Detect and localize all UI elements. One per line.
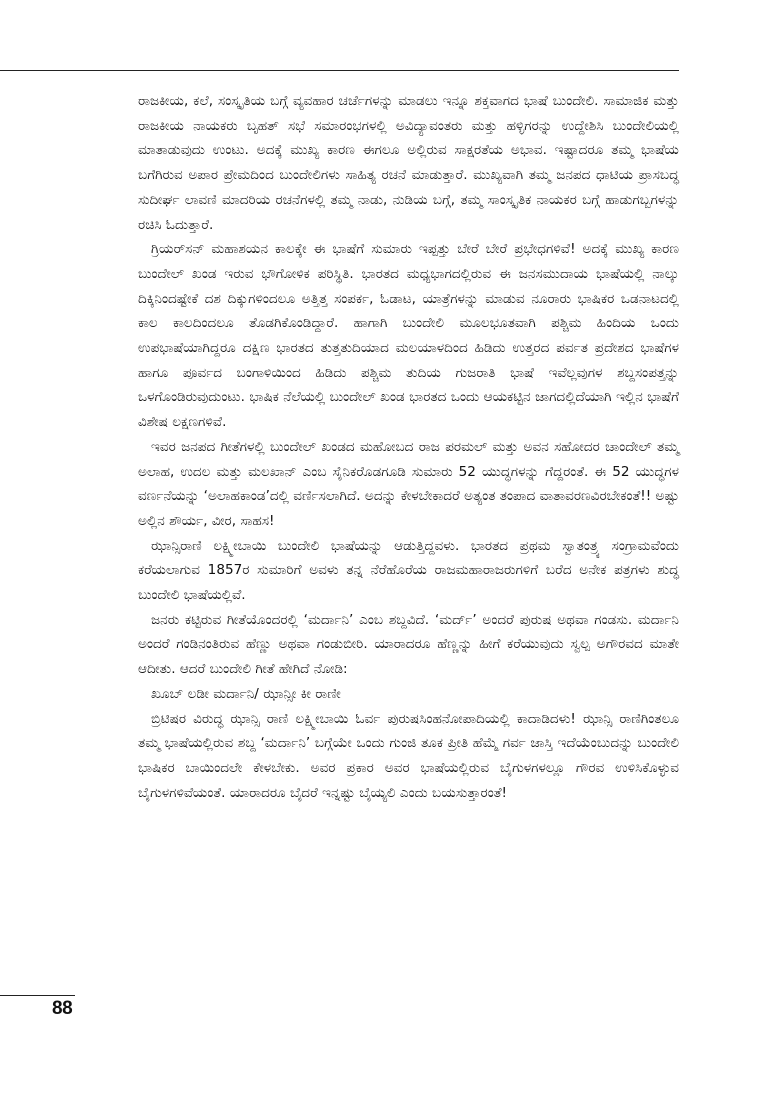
page-body [138, 89, 679, 805]
page-number: 88 [52, 998, 73, 1019]
footer-rule [0, 995, 75, 996]
paragraph-5: ಜನರು ಕಟ್ಟಿರುವ ಗೀತೆಯೊಂದರಲ್ಲಿ ‘ಮರ್ದಾನಿ’ ಎಂಬ ಶಬ್ದವಿದೆ. ‘ಮರ್ದ್’ ಅಂದರೆ ಪುರುಷ ಅಥವಾ ಗಂಡಸು. ಮರ್ದಾನಿ ಅಂದರೆ ಗಂಡಿನಂತಿರುವ ಹೆಣ್ಣು ಅಥವಾ ಗಂಡುಬೀರಿ. ಯಾರಾದರೂ ಹೆಣ್ಣನ್ನು ಹೀಗೆ ಕರೆಯುವುದು ಸ್ವಲ್ಪ ಅಗೌರವದ ಮಾತೇ ಆದೀತು. ಆದರೆ ಬುಂದೇಲಿ ಗೀತೆ ಹೇಗಿದೆ ನೋಡಿ: [138, 611, 679, 678]
verse-line: ಖೂಬ್ ಲಡೀ ಮರ್ದಾನಿ/ ಝಾನ್ಸೀ ಕೀ ರಾಣೀ [151, 685, 341, 702]
paragraph-2: ಗ್ರಿಯರ್‌ಸನ್ ಮಹಾಶಯನ ಕಾಲಕ್ಕೇ ಈ ಭಾಷೆಗೆ ಸುಮಾರು ಇಪ್ಪತ್ತು ಬೇರೆ ಬೇರೆ ಪ್ರಭೇಧಗಳಿವೆ! ಅದಕ್ಕೆ ಮುಖ್ಯ ಕಾರಣ ಬುಂದೇಲ್ ಖಂಡ ಇರುವ ಭೌಗೋಳಿಕ ಪರಿಸ್ಥಿತಿ. ಭಾರತದ ಮಧ್ಯಭಾಗದಲ್ಲಿರುವ ಈ ಜನಸಮುದಾಯ ಭಾಷೆಯಲ್ಲಿ ನಾಲ್ಕು ದಿಕ್ಕಿನಿಂದಷ್ಟೇಕೆ ದಶ ದಿಕ್ಕುಗಳಿಂದಲೂ ಅತ್ತಿತ್ತ ಸಂಪರ್ಕ, ಓಡಾಟ, ಯಾತ್ರೆಗಳನ್ನು ಮಾಡುವ ನೂರಾರು ಭಾಷಿಕರ ಒಡನಾಟದಲ್ಲಿ ಕಾಲ ಕಾಲದಿಂದಲೂ ತೊಡಗಿಕೊಂಡಿದ್ದಾರೆ. ಹಾಗಾಗಿ ಬುಂದೇಲಿ ಮೂಲಭೂತವಾಗಿ ಪಶ್ಚಿಮ ಹಿಂದಿಯ ಒಂದು ಉಪಭಾಷೆಯಾಗಿದ್ದರೂ ದಕ್ಷಿಣ ಭಾರತದ ತುತ್ತತುದಿಯಾದ ಮಲಯಾಳದಿಂದ ಹಿಡಿದು ಉತ್ತರದ ಪರ್ವತ ಪ್ರದೇಶದ ಭಾಷೆಗಳ ಹಾಗೂ ಪೂರ್ವದ ಬಂಗಾಳಿಯಿಂದ ಹಿಡಿದು ಪಶ್ಚಿಮ ತುದಿಯ ಗುಜರಾತಿ ಭಾಷೆ ಇವೆಲ್ಲವುಗಳ ಶಬ್ದಸಂಪತ್ತನ್ನು ಒಳಗೊಂಡಿರುವುದುಂಟು. ಭಾಷಿಕ ನೆಲೆಯಲ್ಲಿ ಬುಂದೇಲ್ ಖಂಡ ಭಾರತದ ಒಂದು ಆಯಕಟ್ಟಿನ ಜಾಗದಲ್ಲಿದೆಯಾಗಿ ಇಲ್ಲಿನ ಭಾಷೆಗೆ ವಿಶೇಷ ಲಕ್ಷಣಗಳಿವೆ. [138, 241, 679, 431]
paragraph-6: ಬ್ರಿಟಿಷರ ವಿರುದ್ಧ ಝಾನ್ಸಿ ರಾಣಿ ಲಕ್ಷ್ಮೀಬಾಯಿ ಓರ್ವ ಪುರುಷಸಿಂಹನೋಪಾದಿಯಲ್ಲಿ ಕಾದಾಡಿದಳು! ಝಾನ್ಸಿ ರಾಣಿಗಿಂತಲೂ ತಮ್ಮ ಭಾಷೆಯಲ್ಲಿರುವ ಶಬ್ದ ‘ಮರ್ದಾನಿ’ ಬಗ್ಗೆಯೇ ಒಂದು ಗುಂಜಿ ತೂಕ ಪ್ರೀತಿ ಹೆಮ್ಮೆ ಗರ್ವ ಜಾಸ್ತಿ ಇದೆಯೆಂಬುದನ್ನು ಬುಂದೇಲಿ ಭಾಷಿಕರ ಬಾಯಿಂದಲೇ ಕೇಳಬೇಕು. ಅವರ ಪ್ರಕಾರ ಅವರ ಭಾಷೆಯಲ್ಲಿರುವ ಬೈಗುಳಗಳಲ್ಲೂ ಗೌರವ ಉಳಿಸಿಕೊಳ್ಳುವ ಬೈಗುಳಗಳಿವೆಯಂತೆ. ಯಾರಾದರೂ ಬೈದರೆ ಇನ್ನಷ್ಟು ಬೈಯ್ಯಲಿ ಎಂದು ಬಯಸುತ್ತಾರಂತೆ! [138, 710, 679, 801]
paragraph-4: ಝಾನ್ಸಿರಾಣಿ ಲಕ್ಷ್ಮೀಬಾಯಿ ಬುಂದೇಲಿ ಭಾಷೆಯನ್ನು ಆಡುತ್ತಿದ್ದವಳು. ಭಾರತದ ಪ್ರಥಮ ಸ್ವಾತಂತ್ರ್ಯ ಸಂಗ್ರಾಮವೆಂದು ಕರೆಯಲಾಗುವ 1857ರ ಸುಮಾರಿಗೆ ಅವಳು ತನ್ನ ನೆರೆಹೊರೆಯ ರಾಜಮಹಾರಾಜರುಗಳಿಗೆ ಬರೆದ ಅನೇಕ ಪತ್ರಗಳು ಶುದ್ಧ ಬುಂದೇಲಿ ಭಾಷೆಯಲ್ಲಿವೆ. [138, 537, 679, 604]
paragraph-1: ರಾಜಕೀಯ, ಕಲೆ, ಸಂಸ್ಕೃತಿಯ ಬಗ್ಗೆ ವ್ಯವಹಾರ ಚರ್ಚೆಗಳನ್ನು ಮಾಡಲು ಇನ್ನೂ ಶಕ್ತವಾಗದ ಭಾಷೆ ಬುಂದೇಲಿ. ಸಾಮಾಜಿಕ ಮತ್ತು ರಾಜಕೀಯ ನಾಯಕರು ಬೃಹತ್ ಸಭೆ ಸಮಾರಂಭಗಳಲ್ಲಿ ಅವಿದ್ಯಾವಂತರು ಮತ್ತು ಹಳ್ಳಿಗರನ್ನು ಉದ್ದೇಶಿಸಿ ಬುಂದೇಲಿಯಲ್ಲಿ ಮಾತಾಡುವುದು ಉಂಟು. ಅದಕ್ಕೆ ಮುಖ್ಯ ಕಾರಣ ಈಗಲೂ ಅಲ್ಲಿರುವ ಸಾಕ್ಷರತೆಯ ಅಭಾವ. ಇಷ್ಟಾದರೂ ತಮ್ಮ ಭಾಷೆಯ ಬಗೆಗಿರುವ ಅಪಾರ ಪ್ರೇಮದಿಂದ ಬುಂದೇಲಿಗಳು ಸಾಹಿತ್ಯ ರಚನೆ ಮಾಡುತ್ತಾರೆ. ಮುಖ್ಯವಾಗಿ ತಮ್ಮ ಜನಪದ ಧಾಟಿಯ ಪ್ರಾಸಬದ್ಧ ಸುದೀರ್ಘ ಲಾವಣಿ ಮಾದರಿಯ ರಚನೆಗಳಲ್ಲಿ ತಮ್ಮ ನಾಡು, ನುಡಿಯ ಬಗ್ಗೆ, ತಮ್ಮ ಸಾಂಸ್ಕೃತಿಕ ನಾಯಕರ ಬಗ್ಗೆ ಹಾಡುಗಬ್ಬಗಳನ್ನು ರಚಿಸಿ ಓದುತ್ತಾರೆ. [138, 93, 679, 233]
paragraph-3: ಇವರ ಜನಪದ ಗೀತೆಗಳಲ್ಲಿ ಬುಂದೇಲ್ ಖಂಡದ ಮಹೋಬದ ರಾಜ ಪರಮಲ್ ಮತ್ತು ಅವನ ಸಹೋದರ ಚಾಂದೇಲ್ ತಮ್ಮ ಅಲಾಹ, ಉದಲ ಮತ್ತು ಮಲಖಾನ್ ಎಂಬ ಸೈನಿಕರೊಡಗೂಡಿ ಸುಮಾರು 52 ಯುದ್ಧಗಳನ್ನು ಗೆದ್ದರಂತೆ. ಈ 52 ಯುದ್ಧಗಳ ವರ್ಣನೆಯನ್ನು ‘ಅಲಾಹಕಾಂಡ’ದಲ್ಲಿ ವರ್ಣಿಸಲಾಗಿದೆ. ಅದನ್ನು ಕೇಳಬೇಕಾದರೆ ಅತ್ಯಂತ ತಂಪಾದ ವಾತಾವರಣವಿರಬೇಕಂತೆ!! ಅಷ್ಟು ಅಲ್ಲಿನ ಶೌರ್ಯ, ವೀರ, ಸಾಹಸ! [138, 438, 679, 529]
header-rule [0, 70, 679, 71]
